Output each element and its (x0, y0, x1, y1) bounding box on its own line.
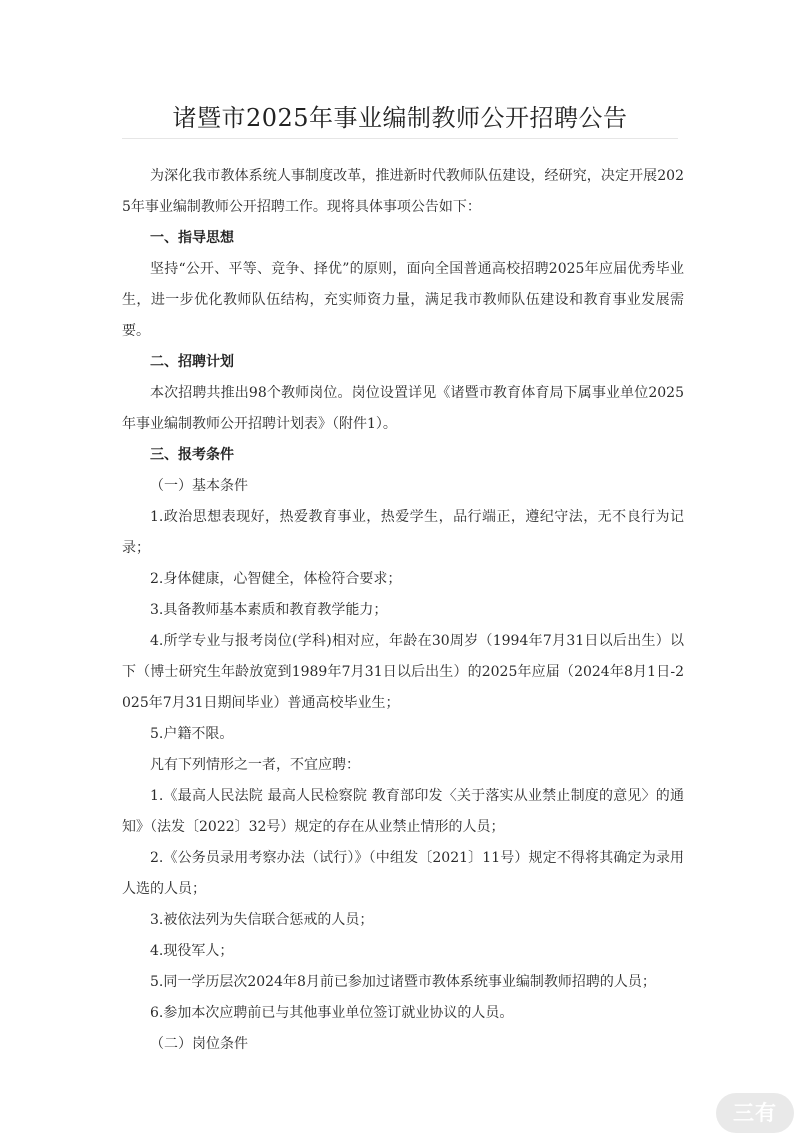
exclusion-item: 1.《最高人民法院 最高人民检察院 教育部印发〈关于落实从业禁止制度的意见〉的通知》（法发〔2022〕32号）规定的存在从业禁止情形的人员； (122, 788, 684, 835)
document-body (122, 161, 684, 1060)
section-heading-guiding-ideology: 一、指导思想 (150, 230, 234, 246)
exclusion-item: 4.现役军人； (150, 943, 234, 959)
subheading-basic-conditions: （一）基本条件 (150, 478, 248, 494)
section-heading-application-conditions: 三、报考条件 (150, 447, 234, 463)
exclusion-item: 3.被依法列为失信联合惩戒的人员； (150, 912, 374, 928)
condition-item: 1.政治思想表现好，热爱教育事业，热爱学生，品行端正，遵纪守法，无不良行为记录； (122, 509, 684, 556)
recruitment-plan-paragraph: 本次招聘共推出98个教师岗位。岗位设置详见《诸暨市教育体育局下属事业单位2025年事业编制教师公开招聘计划表》（附件1）。 (122, 385, 684, 432)
condition-item: 2.身体健康，心智健全，体检符合要求； (150, 571, 402, 587)
intro-paragraph: 为深化我市教体系统人事制度改革，推进新时代教师队伍建设，经研究，决定开展2025年事业编制教师公开招聘工作。现将具体事项公告如下： (122, 168, 684, 215)
condition-item: 5.户籍不限。 (150, 726, 234, 742)
condition-item: 4.所学专业与报考岗位(学科)相对应，年龄在30周岁（1994年7月31日以后出生）以下（博士研究生年龄放宽到1989年7月31日以后出生）的2025年应届（2024年8月1日-2025年7月31日期间毕业）普通高校毕业生； (122, 633, 684, 711)
page-title: 诸暨市2025年事业编制教师公开招聘公告 (172, 104, 628, 132)
guiding-ideology-paragraph: 坚持“公开、平等、竞争、择优”的原则，面向全国普通高校招聘2025年应届优秀毕业生，进一步优化教师队伍结构，充实师资力量，满足我市教师队伍建设和教育事业发展需要。 (122, 261, 684, 339)
subheading-position-conditions: （二）岗位条件 (150, 1036, 248, 1052)
section-heading-recruitment-plan: 二、招聘计划 (150, 354, 234, 370)
exclusion-item: 5.同一学历层次2024年8月前已参加过诸暨市教体系统事业编制教师招聘的人员； (150, 974, 656, 990)
exclusion-intro: 凡有下列情形之一者，不宜应聘： (150, 757, 360, 773)
exclusion-item: 2.《公务员录用考察办法（试行）》（中组发〔2021〕11号）规定不得将其确定为录用人选的人员； (122, 850, 684, 897)
condition-item: 3.具备教师基本素质和教育教学能力； (150, 602, 388, 618)
watermark-logo: 三有 (716, 1093, 794, 1133)
exclusion-item: 6.参加本次应聘前已与其他事业单位签订就业协议的人员。 (150, 1005, 514, 1021)
title-divider (122, 138, 678, 139)
